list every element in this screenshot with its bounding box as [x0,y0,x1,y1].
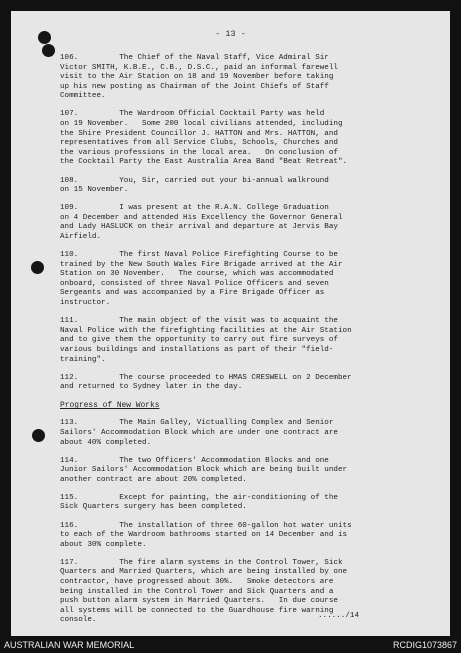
paragraph-110: 110. The first Naval Police Firefighting Course to be trained by the New South Wales Fire Brigade arrived at the Air Station on 30 November. The course, which was accommodated onboard, consisted of three Naval Police Officers and seven Sergeants and was accompanied by a Fire Brigade Officer as instructor. [60,251,343,308]
paragraph-107: 107. The Wardroom Official Cocktail Party was held on 19 November. Some 200 local civilians attended, including the Shire President Councillor J. HATTON and Mrs. HATTON, and representatives from all Service Clubs, Schools, Churches and the various professions in the local area. On conclusion of the Cocktail Party the East Australia Area Band "Beat Retreat". [60,110,348,167]
archive-name: AUSTRALIAN WAR MEMORIAL [4,640,135,650]
page-number: - 13 - [215,29,246,39]
document-body [60,54,400,635]
paragraph-114: 114. The two Officers' Accommodation Blocks and one Junior Sailors' Accommodation Block which are being built under another contract are about 20% completed. [60,456,348,484]
paragraph-113: 113. The Main Galley, Victualling Complex and Senior Sailors' Accommodation Block which are under one contract are about 40% completed. [60,419,338,447]
paragraph-109: 109. I was present at the R.A.N. College Graduation on 4 December and attended His Excellency the Governor General and Lady HASLUCK on their arrival and departure at Jervis Bay Airfield. [60,204,343,241]
paragraph-108: 108. You, Sir, carried out your bi-annual walkround on 15 November. [60,176,329,195]
punch-hole [31,261,44,274]
section-heading: Progress of New Works [60,401,160,411]
paragraph-115: 115. Except for painting, the air-conditioning of the Sick Quarters surgery has been completed. [60,493,338,512]
punch-hole [32,429,45,442]
punch-hole [42,44,55,57]
paragraph-111: 111. The main object of the visit was to acquaint the Naval Police with the firefighting facilities at the Air Station and to give them the opportunity to carry out fire surveys of various buildings and installations as part of their "field- training". [60,317,352,364]
paragraph-116: 116. The installation of three 60-gallon hot water units to each of the Wardroom bathrooms started on 14 December and is about 30% complete. [60,521,352,549]
record-id: RCDIG1073867 [392,640,457,650]
paragraph-106: 106. The Chief of the Naval Staff, Vice Admiral Sir Victor SMITH, K.B.E., C.B., D.S.C., paid an informal farewell visit to the Air Station on 18 and 19 November before taking up his new posting as Chairman of the Joint Chiefs of Staff Committee. [60,54,338,101]
paragraph-117: 117. The fire alarm systems in the Control Tower, Sick Quarters and Married Quarters, which are being installed by one contractor, have progressed about 30%. Smoke detectors are being installed in the Control Tower and Sick Quarters and a push button alarm system in Married Quarters. In due course all systems will be connected to the Guardhouse fire warning console. [60,558,348,625]
archive-footer [0,638,461,653]
paragraph-112: 112. The course proceeded to HMAS CRESWELL on 2 December and returned to Sydney later in the day. [60,373,352,392]
continuation-marker: ....../14 [318,612,360,620]
document-page [11,11,450,636]
